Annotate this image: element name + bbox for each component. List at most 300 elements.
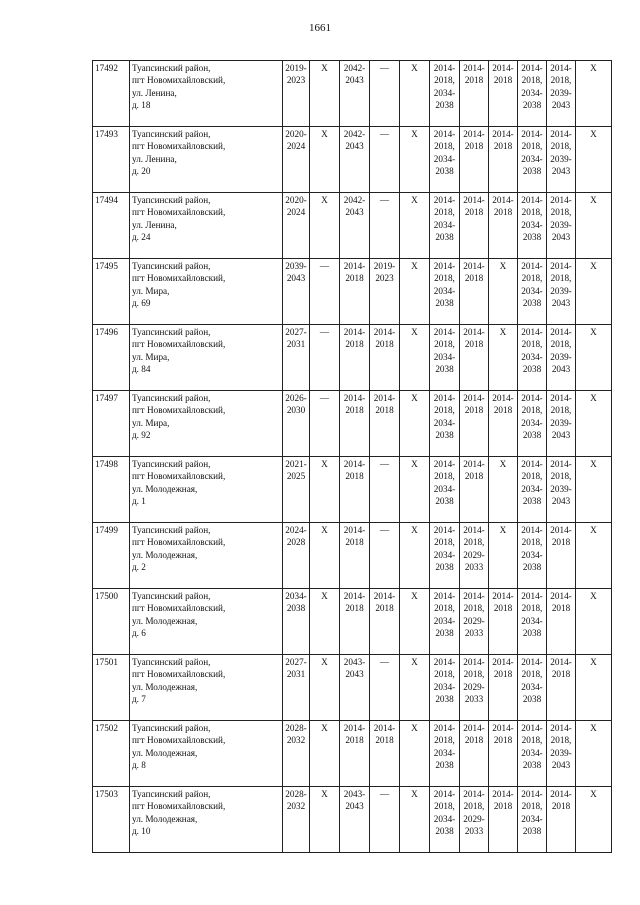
value-cell <box>547 391 576 457</box>
value-cell <box>400 325 430 391</box>
value-line: 2034- <box>433 813 456 824</box>
value-line: 2014- <box>463 657 485 667</box>
value-cell <box>340 127 370 193</box>
value-cell <box>310 655 340 721</box>
value-line: 2018, <box>550 75 572 86</box>
address-line: Туапсинский район, <box>132 657 211 667</box>
value-cell <box>400 391 430 457</box>
value-line: — <box>379 657 390 667</box>
value-cell <box>489 787 518 853</box>
value-line: 2014- <box>343 723 366 733</box>
row-number: 17498 <box>93 457 130 523</box>
address-line: д. 8 <box>132 759 146 770</box>
value-cell <box>400 61 430 127</box>
value-line: 2018 <box>493 801 513 812</box>
table-row <box>93 391 612 457</box>
value-cell <box>283 457 310 523</box>
value-line: 2014- <box>521 63 543 73</box>
value-line: 2038 <box>522 627 542 638</box>
value-line: 2014- <box>463 459 485 469</box>
value-line: 2018, <box>521 339 543 350</box>
value-line: 2034- <box>521 549 543 560</box>
value-line: 2018, <box>463 537 485 548</box>
value-line: 2018 <box>345 339 364 350</box>
value-line: 2029- <box>463 615 485 626</box>
value-line: 2018, <box>434 537 455 548</box>
value-line: Х <box>590 591 597 601</box>
value-line: 2018, <box>463 669 485 680</box>
address-line: д. 24 <box>132 231 151 242</box>
value-line: 2026- <box>285 393 307 403</box>
value-line: 2014- <box>463 129 485 139</box>
value-line: 2014- <box>373 327 396 337</box>
value-line: 2024 <box>286 141 306 152</box>
value-line: 2043 <box>286 273 306 284</box>
value-cell <box>370 589 400 655</box>
value-line: 2018 <box>345 603 364 614</box>
value-cell <box>460 193 489 259</box>
value-line: 2038 <box>522 561 542 572</box>
value-cell <box>576 721 612 787</box>
value-line: 2033 <box>464 825 484 836</box>
value-line: 2014- <box>492 591 514 601</box>
value-line: 2018, <box>434 603 455 614</box>
value-line: 2014- <box>463 789 485 799</box>
value-line: 2014- <box>521 591 543 601</box>
value-line: 2038 <box>435 693 454 704</box>
value-line: 2014- <box>463 63 485 73</box>
value-cell <box>283 523 310 589</box>
value-cell <box>310 61 340 127</box>
value-line: 2043 <box>345 207 364 218</box>
value-line: 2018, <box>434 273 455 284</box>
address-line: Туапсинский район, <box>132 63 211 73</box>
value-line: 2027- <box>285 657 307 667</box>
value-line: 2014- <box>521 657 543 667</box>
address-line: Туапсинский район, <box>132 261 211 271</box>
value-cell <box>576 457 612 523</box>
value-line: — <box>319 261 330 271</box>
address-line: Туапсинский район, <box>132 591 211 601</box>
value-line: 2018, <box>521 273 543 284</box>
value-line: 2039- <box>550 285 572 296</box>
value-line: — <box>319 327 330 337</box>
value-cell <box>370 127 400 193</box>
value-line: 2018, <box>521 603 543 614</box>
value-line: 2018, <box>550 207 572 218</box>
address-line: Туапсинский район, <box>132 723 211 733</box>
value-line: 2014- <box>433 789 456 799</box>
value-line: 2038 <box>522 165 542 176</box>
value-line: 2014- <box>550 591 572 601</box>
value-line: 2027- <box>285 327 307 337</box>
value-line: 2018, <box>521 207 543 218</box>
value-cell <box>547 127 576 193</box>
value-line: 2014- <box>521 393 543 403</box>
value-line: 2018, <box>550 141 572 152</box>
value-line: 2039- <box>550 219 572 230</box>
value-line: 2019- <box>285 63 307 73</box>
value-line: 2042- <box>343 195 366 205</box>
value-cell <box>460 721 489 787</box>
value-cell <box>370 61 400 127</box>
value-line: Х <box>499 525 507 535</box>
value-line: 2043 <box>551 165 571 176</box>
value-line: 2018 <box>464 735 484 746</box>
address-cell <box>130 589 283 655</box>
value-cell <box>518 127 547 193</box>
value-line: 2039- <box>285 261 307 271</box>
table-row <box>93 127 612 193</box>
value-cell <box>370 193 400 259</box>
value-line: 2038 <box>435 99 454 110</box>
value-line: 2018 <box>375 405 394 416</box>
value-cell <box>518 721 547 787</box>
value-cell <box>489 61 518 127</box>
value-cell <box>489 589 518 655</box>
value-line: — <box>379 195 390 205</box>
value-line: Х <box>499 261 507 271</box>
value-cell <box>460 523 489 589</box>
address-line: д. 20 <box>132 165 151 176</box>
value-line: 2034- <box>433 87 456 98</box>
value-line: 2018, <box>521 471 543 482</box>
value-cell <box>576 589 612 655</box>
value-line: 2018 <box>493 405 513 416</box>
value-line: 2034- <box>433 417 456 428</box>
value-line: 2018, <box>521 735 543 746</box>
value-line: 2034- <box>521 417 543 428</box>
value-line: 2018 <box>464 273 484 284</box>
value-cell <box>518 523 547 589</box>
value-cell <box>576 787 612 853</box>
value-line: 2038 <box>522 429 542 440</box>
value-line: 2018 <box>345 471 364 482</box>
value-line: Х <box>590 129 597 139</box>
address-line: д. 1 <box>132 495 146 506</box>
value-line: 2018, <box>521 75 543 86</box>
value-cell <box>547 325 576 391</box>
value-line: 2029- <box>463 813 485 824</box>
value-line: Х <box>321 525 328 535</box>
value-line: Х <box>411 525 418 535</box>
value-line: 2018, <box>550 339 572 350</box>
value-cell <box>283 193 310 259</box>
value-line: 2034- <box>433 153 456 164</box>
value-line: 2043 <box>345 141 364 152</box>
value-line: Х <box>590 261 597 271</box>
value-line: Х <box>590 63 597 73</box>
value-line: 2014- <box>433 129 456 139</box>
value-line: 2014- <box>433 657 456 667</box>
value-line: 2014- <box>373 393 396 403</box>
value-line: 2043 <box>345 75 364 86</box>
address-line: ул. Молодежная, <box>132 549 198 560</box>
value-line: 2014- <box>343 393 366 403</box>
address-line: Туапсинский район, <box>132 525 211 535</box>
value-cell <box>430 193 460 259</box>
value-line: 2030 <box>286 405 306 416</box>
address-line: пгт Новомихайловский, <box>132 141 226 152</box>
value-cell <box>310 127 340 193</box>
value-line: 2018, <box>434 207 455 218</box>
row-number: 17497 <box>93 391 130 457</box>
value-line: 2018 <box>493 735 513 746</box>
table-row <box>93 787 612 853</box>
value-line: 2018 <box>493 207 513 218</box>
value-cell <box>340 325 370 391</box>
value-line: 2014- <box>463 261 485 271</box>
value-line: 2014- <box>433 261 456 271</box>
value-cell <box>340 721 370 787</box>
address-line: Туапсинский район, <box>132 459 211 469</box>
value-line: 2034- <box>433 681 456 692</box>
value-line: 2014- <box>550 129 572 139</box>
value-cell <box>547 655 576 721</box>
value-line: 2014- <box>550 327 572 337</box>
table-row <box>93 523 612 589</box>
value-cell <box>430 721 460 787</box>
value-line: 2018 <box>464 75 484 86</box>
value-line: 2039- <box>550 747 572 758</box>
value-line: 2034- <box>521 351 543 362</box>
value-cell <box>340 259 370 325</box>
value-line: 2014- <box>433 63 456 73</box>
row-number: 17495 <box>93 259 130 325</box>
value-line: 2034- <box>521 615 543 626</box>
address-line: д. 92 <box>132 429 151 440</box>
value-line: 2038 <box>435 627 454 638</box>
value-line: 2018, <box>521 537 543 548</box>
value-line: 2018, <box>434 471 455 482</box>
value-line: 2018 <box>345 405 364 416</box>
value-line: Х <box>590 327 597 337</box>
value-line: 2038 <box>435 825 454 836</box>
value-cell <box>283 259 310 325</box>
value-line: — <box>379 459 390 469</box>
value-line: 2038 <box>522 759 542 770</box>
value-line: Х <box>590 525 597 535</box>
address-cell <box>130 457 283 523</box>
value-line: 2023 <box>286 75 306 86</box>
address-line: Туапсинский район, <box>132 195 211 205</box>
value-cell <box>310 193 340 259</box>
value-cell <box>547 721 576 787</box>
value-line: 2018 <box>345 735 364 746</box>
value-line: 2014- <box>433 525 456 535</box>
value-line: 2018, <box>434 405 455 416</box>
value-line: 2018, <box>521 405 543 416</box>
value-line: 2018 <box>493 75 513 86</box>
value-line: 2024 <box>286 207 306 218</box>
value-cell <box>547 193 576 259</box>
value-cell <box>518 325 547 391</box>
value-line: 2034- <box>433 351 456 362</box>
address-cell <box>130 655 283 721</box>
value-cell <box>489 127 518 193</box>
value-line: Х <box>321 129 328 139</box>
value-line: 2014- <box>433 393 456 403</box>
value-line: 2043 <box>551 363 571 374</box>
value-line: 2034- <box>285 591 307 601</box>
value-cell <box>547 589 576 655</box>
value-line: Х <box>411 657 418 667</box>
address-line: пгт Новомихайловский, <box>132 471 226 482</box>
value-line: 2014- <box>463 195 485 205</box>
value-cell <box>283 61 310 127</box>
value-line: 2034- <box>521 153 543 164</box>
address-line: д. 10 <box>132 825 151 836</box>
value-cell <box>400 457 430 523</box>
value-cell <box>310 721 340 787</box>
value-cell <box>576 259 612 325</box>
value-cell <box>489 457 518 523</box>
value-line: 2038 <box>435 231 454 242</box>
value-line: 2014- <box>492 129 514 139</box>
value-line: 2018, <box>550 471 572 482</box>
value-line: 2018 <box>493 141 513 152</box>
value-line: 2034- <box>521 681 543 692</box>
value-cell <box>460 325 489 391</box>
address-cell <box>130 721 283 787</box>
value-cell <box>283 655 310 721</box>
value-line: 2020- <box>285 129 307 139</box>
value-cell <box>460 391 489 457</box>
value-line: — <box>379 525 390 535</box>
value-cell <box>576 325 612 391</box>
page-number: 1661 <box>309 22 331 34</box>
value-cell <box>340 457 370 523</box>
value-line: 2039- <box>550 417 572 428</box>
address-cell <box>130 259 283 325</box>
address-line: ул. Мира, <box>132 351 170 362</box>
value-cell <box>518 259 547 325</box>
value-cell <box>340 523 370 589</box>
address-line: Туапсинский район, <box>132 129 211 139</box>
value-cell <box>340 61 370 127</box>
value-cell <box>283 787 310 853</box>
value-line: 2014- <box>463 327 485 337</box>
value-line: 2018 <box>375 339 394 350</box>
value-cell <box>370 325 400 391</box>
value-cell <box>283 325 310 391</box>
value-cell <box>370 457 400 523</box>
value-line: Х <box>590 393 597 403</box>
value-cell <box>576 391 612 457</box>
value-line: 2014- <box>492 789 514 799</box>
value-line: 2038 <box>286 603 306 614</box>
address-line: ул. Молодежная, <box>132 615 198 626</box>
value-line: 2043 <box>345 669 364 680</box>
value-cell <box>489 259 518 325</box>
value-line: 2034- <box>521 87 543 98</box>
address-line: пгт Новомихайловский, <box>132 405 226 416</box>
address-line: Туапсинский район, <box>132 393 211 403</box>
value-line: 2014- <box>550 459 572 469</box>
value-line: 2014- <box>433 195 456 205</box>
address-line: ул. Молодежная, <box>132 483 198 494</box>
address-line: ул. Ленина, <box>132 153 177 164</box>
address-line: пгт Новомихайловский, <box>132 273 226 284</box>
value-line: 2034- <box>433 285 456 296</box>
value-cell <box>430 259 460 325</box>
table-row <box>93 325 612 391</box>
value-line: 2039- <box>550 483 572 494</box>
value-line: 2043- <box>343 657 366 667</box>
row-number: 17492 <box>93 61 130 127</box>
value-cell <box>430 61 460 127</box>
value-line: 2018, <box>550 735 572 746</box>
value-line: 2038 <box>435 363 454 374</box>
value-line: 2014- <box>521 129 543 139</box>
value-cell <box>460 655 489 721</box>
value-line: 2018 <box>551 603 571 614</box>
value-line: 2038 <box>522 363 542 374</box>
value-line: 2014- <box>521 789 543 799</box>
value-line: — <box>379 63 390 73</box>
value-cell <box>518 457 547 523</box>
value-line: 2038 <box>522 693 542 704</box>
address-line: пгт Новомихайловский, <box>132 603 226 614</box>
address-line: д. 18 <box>132 99 151 110</box>
value-line: 2014- <box>550 789 572 799</box>
value-line: 2043- <box>343 789 366 799</box>
table-body <box>93 61 612 853</box>
value-line: 2034- <box>433 615 456 626</box>
value-line: 2014- <box>521 195 543 205</box>
value-line: 2038 <box>435 297 454 308</box>
address-line: ул. Молодежная, <box>132 747 198 758</box>
address-line: пгт Новомихайловский, <box>132 207 226 218</box>
value-cell <box>400 787 430 853</box>
value-line: 2014- <box>550 525 572 535</box>
value-cell <box>518 589 547 655</box>
value-line: 2043 <box>551 759 571 770</box>
value-cell <box>489 391 518 457</box>
address-line: пгт Новомихайловский, <box>132 669 226 680</box>
value-cell <box>310 457 340 523</box>
value-cell <box>283 721 310 787</box>
value-line: Х <box>590 195 597 205</box>
value-cell <box>400 193 430 259</box>
value-cell <box>460 787 489 853</box>
value-line: Х <box>411 129 418 139</box>
address-line: пгт Новомихайловский, <box>132 537 226 548</box>
value-line: 2038 <box>522 825 542 836</box>
value-line: Х <box>499 327 507 337</box>
value-cell <box>489 523 518 589</box>
value-line: 2032 <box>286 801 306 812</box>
row-number: 17501 <box>93 655 130 721</box>
row-number: 17500 <box>93 589 130 655</box>
value-line: 2018, <box>434 801 455 812</box>
value-line: 2032 <box>286 735 306 746</box>
value-line: 2018 <box>493 669 513 680</box>
value-cell <box>430 391 460 457</box>
address-line: д. 7 <box>132 693 146 704</box>
value-cell <box>518 61 547 127</box>
value-line: 2018, <box>463 603 485 614</box>
value-line: 2014- <box>521 261 543 271</box>
value-cell <box>489 655 518 721</box>
address-line: д. 6 <box>132 627 146 638</box>
value-line: 2028- <box>285 723 307 733</box>
value-line: 2038 <box>522 297 542 308</box>
value-cell <box>340 391 370 457</box>
value-cell <box>489 325 518 391</box>
value-line: 2018 <box>345 537 364 548</box>
value-line: 2014- <box>521 459 543 469</box>
